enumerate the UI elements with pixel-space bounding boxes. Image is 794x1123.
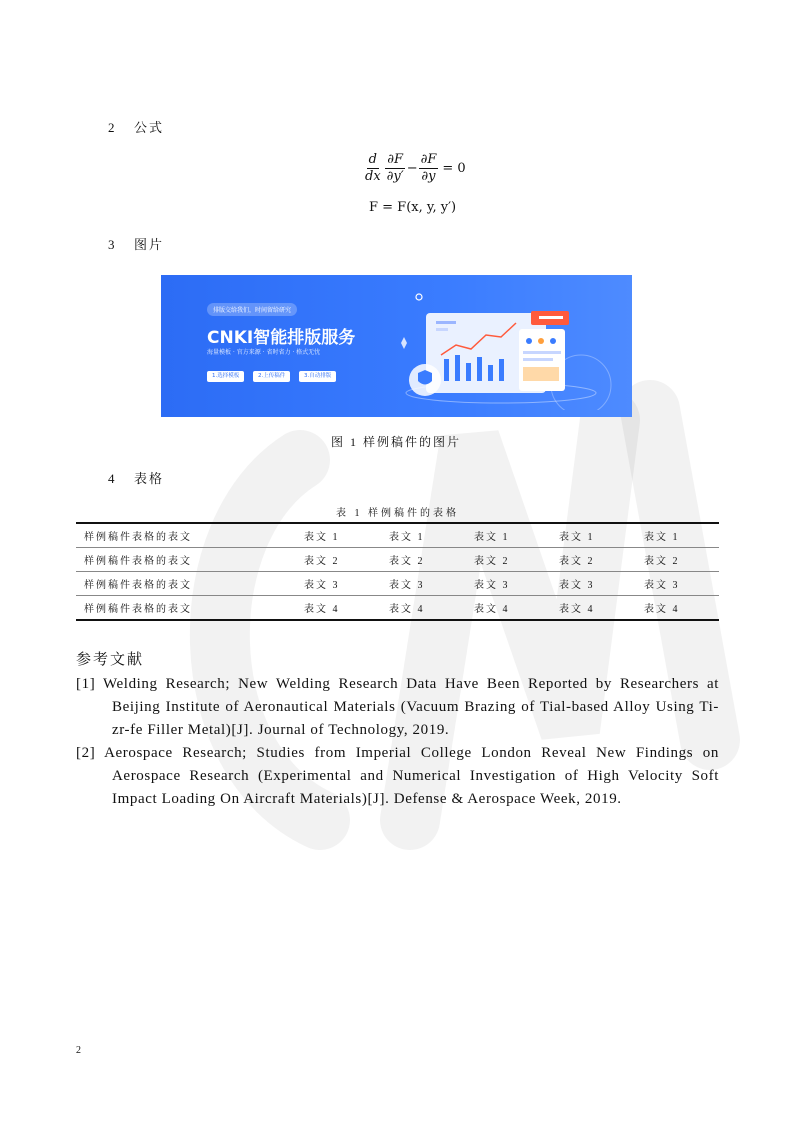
section-number: 3 (108, 237, 115, 252)
formula-token: − (406, 161, 418, 176)
reference-tag: [1] (76, 676, 96, 692)
section-heading-figure (108, 234, 164, 253)
cnki-banner-image (161, 275, 632, 417)
section-title: 公式 (134, 120, 165, 135)
page-number: 2 (76, 1045, 81, 1056)
banner-step: 1.选择模板 (207, 371, 244, 382)
banner-step: 3.自动排版 (299, 371, 336, 382)
table-cell: 表文 2 (466, 548, 551, 572)
section-title: 图片 (134, 237, 165, 252)
table-cell: 表文 2 (296, 548, 381, 572)
table-cell: 表文 3 (381, 572, 466, 596)
table-cell: 样例稿件表格的表文 (76, 596, 296, 621)
table-cell: 表文 4 (296, 596, 381, 621)
formula-token: ∂F (387, 152, 404, 167)
reference-item (76, 742, 719, 811)
table-row (76, 596, 719, 621)
formula-token: ∂F (420, 152, 437, 167)
euler-lagrange-equation (362, 152, 466, 185)
table-caption: 表 1 样例稿件的表格 (336, 508, 459, 519)
section-heading-table (108, 468, 164, 487)
table-cell: 表文 2 (636, 548, 719, 572)
table-cell: 表文 1 (636, 523, 719, 548)
table-cell: 表文 3 (296, 572, 381, 596)
table-cell: 样例稿件表格的表文 (76, 572, 296, 596)
table-cell: 表文 4 (551, 596, 636, 621)
table-cell: 表文 4 (636, 596, 719, 621)
banner-subtitle: 海量模板 · 官方来源 · 省时省力 · 格式无忧 (207, 349, 321, 356)
reference-tag: [2] (76, 745, 96, 761)
formula-token: d (368, 152, 377, 167)
formula-token: ∂y (421, 169, 436, 184)
banner-tagline: 排版交给我们，时间留给研究 (207, 303, 297, 316)
formula-token: = 0 (442, 161, 466, 176)
section-number: 4 (108, 471, 115, 486)
formula-token: ∂y′ (386, 169, 404, 184)
table-cell: 表文 1 (296, 523, 381, 548)
section-number: 2 (108, 120, 115, 135)
sample-table (76, 522, 719, 621)
table-cell: 表文 2 (551, 548, 636, 572)
table-cell: 表文 4 (381, 596, 466, 621)
functional-definition: F = F(x, y, y′) (369, 200, 457, 215)
dashboard-illustration (391, 285, 621, 410)
references-title: 参考文献 (76, 650, 145, 668)
table-cell: 表文 3 (636, 572, 719, 596)
figure-caption: 图 1 样例稿件的图片 (331, 435, 462, 449)
reference-text: Aerospace Research; Studies from Imperial College London Reveal New Findings on Aerospace Research (Experimental and Numerical Investigation of High Velocity Soft Impact Loading On Aircraft Materials)[J]. Defense & Aerospace Week, 2019. (104, 745, 719, 807)
reference-text: Welding Research; New Welding Research Data Have Been Reported by Researchers at Beijing Institute of Aeronautical Materials (Vacuum Brazing of Tial-based Alloy Using Ti-zr-fe Filler Metal)[J]. Journal of Technology, 2019. (102, 676, 719, 738)
table-cell: 表文 1 (381, 523, 466, 548)
table-row (76, 523, 719, 548)
table-cell: 样例稿件表格的表文 (76, 523, 296, 548)
table-cell: 表文 1 (466, 523, 551, 548)
table-row (76, 548, 719, 572)
table-cell: 表文 3 (551, 572, 636, 596)
banner-step: 2.上传稿件 (253, 371, 290, 382)
table-cell: 表文 2 (381, 548, 466, 572)
table-cell: 表文 1 (551, 523, 636, 548)
reference-item (76, 673, 719, 742)
section-title: 表格 (134, 471, 165, 486)
table-row (76, 572, 719, 596)
table-cell: 表文 4 (466, 596, 551, 621)
banner-title: CNKI智能排版服务 (207, 328, 356, 348)
table-cell: 样例稿件表格的表文 (76, 548, 296, 572)
formula-token: dx (365, 169, 381, 184)
table-cell: 表文 3 (466, 572, 551, 596)
section-heading-formula (108, 117, 164, 136)
